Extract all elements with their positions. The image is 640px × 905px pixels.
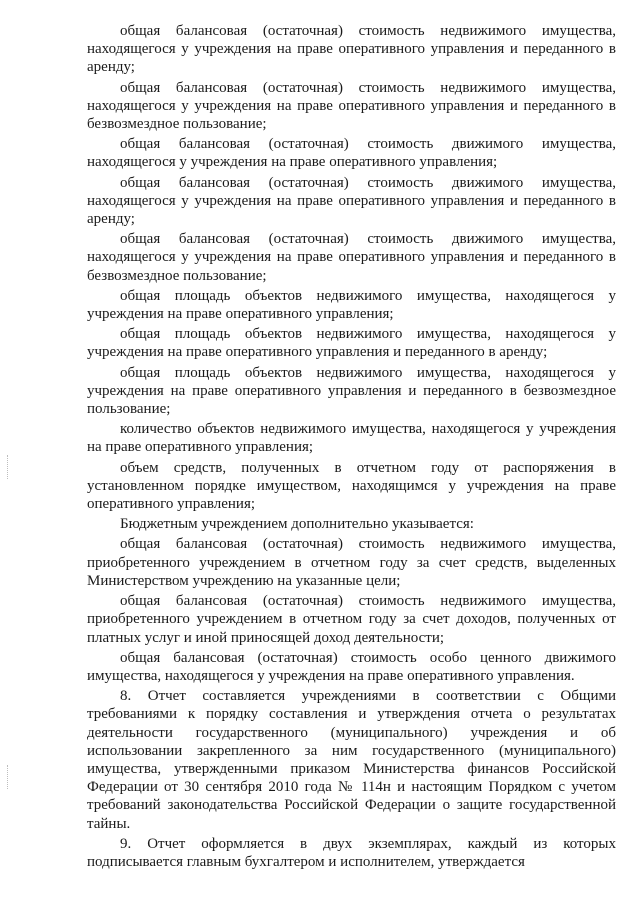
paragraph: общая балансовая (остаточная) стоимость недвижимого имущества, находящегося у учреждения на праве оперативного управления и переданного в аренду; (87, 23, 616, 76)
scan-edge-mark (7, 765, 10, 789)
paragraph: общая балансовая (остаточная) стоимость движимого имущества, находящегося у учреждения на праве оперативного управления и переданного в аренду; (87, 174, 616, 228)
paragraph: количество объектов недвижимого имущества, находящегося у учреждения на праве оперативного управления; (87, 421, 616, 456)
document-page (87, 22, 616, 871)
paragraph: общая площадь объектов недвижимого имущества, находящегося у учреждения на праве оперативного управления и переданного в безвозмездное пользование; (87, 364, 616, 418)
paragraph: общая балансовая (остаточная) стоимость недвижимого имущества, приобретенного учреждением в отчетном году за счет доходов, полученных от платных услуг и иной приносящей доход деятельности; (87, 593, 616, 646)
paragraph: общая балансовая (остаточная) стоимость недвижимого имущества, находящегося у учреждения на праве оперативного управления и переданного в безвозмездное пользование; (87, 79, 616, 133)
paragraph: Бюджетным учреждением дополнительно указывается: (120, 516, 474, 533)
paragraph: 8. Отчет составляется учреждениями в соответствии с Общими требованиями к порядку составления и утверждения отчета о результатах деятельности государственного (муниципального) учреждения и об использовании закрепленного за ним государственного (муниципального) имущества, утвержденными приказом Министерства финансов Российской Федерации от 30 сентября 2010 года № 114н и настоящим Порядком с учетом требований законодательства Российской Федерации о защите государственной тайны. (87, 688, 616, 832)
paragraph: общая площадь объектов недвижимого имущества, находящегося у учреждения на праве оперативного управления; (87, 287, 616, 323)
paragraph: общая балансовая (остаточная) стоимость особо ценного движимого имущества, находящегося у учреждения на праве оперативного управления. (87, 649, 616, 684)
paragraph: общая балансовая (остаточная) стоимость движимого имущества, находящегося у учреждения на праве оперативного управления; (87, 136, 616, 171)
paragraph: общая балансовая (остаточная) стоимость недвижимого имущества, приобретенного учреждением в отчетном году за счет средств, выделенных Министерством учреждению на указанные цели; (87, 536, 616, 589)
scan-edge-mark (7, 455, 10, 479)
paragraph: 9. Отчет оформляется в двух экземплярах, каждый из которых подписывается главным бухгалтером и исполнителем, утверждается (87, 835, 616, 870)
paragraph: общая площадь объектов недвижимого имущества, находящегося у учреждения на праве оперативного управления и переданного в аренду; (87, 326, 616, 361)
paragraph: общая балансовая (остаточная) стоимость движимого имущества, находящегося у учреждения на праве оперативного управления и переданного в безвозмездное пользование; (87, 231, 616, 284)
paragraph: объем средств, полученных в отчетном году от распоряжения в установленном порядке имуществом, находящимся у учреждения на праве оперативного управления; (87, 459, 616, 513)
